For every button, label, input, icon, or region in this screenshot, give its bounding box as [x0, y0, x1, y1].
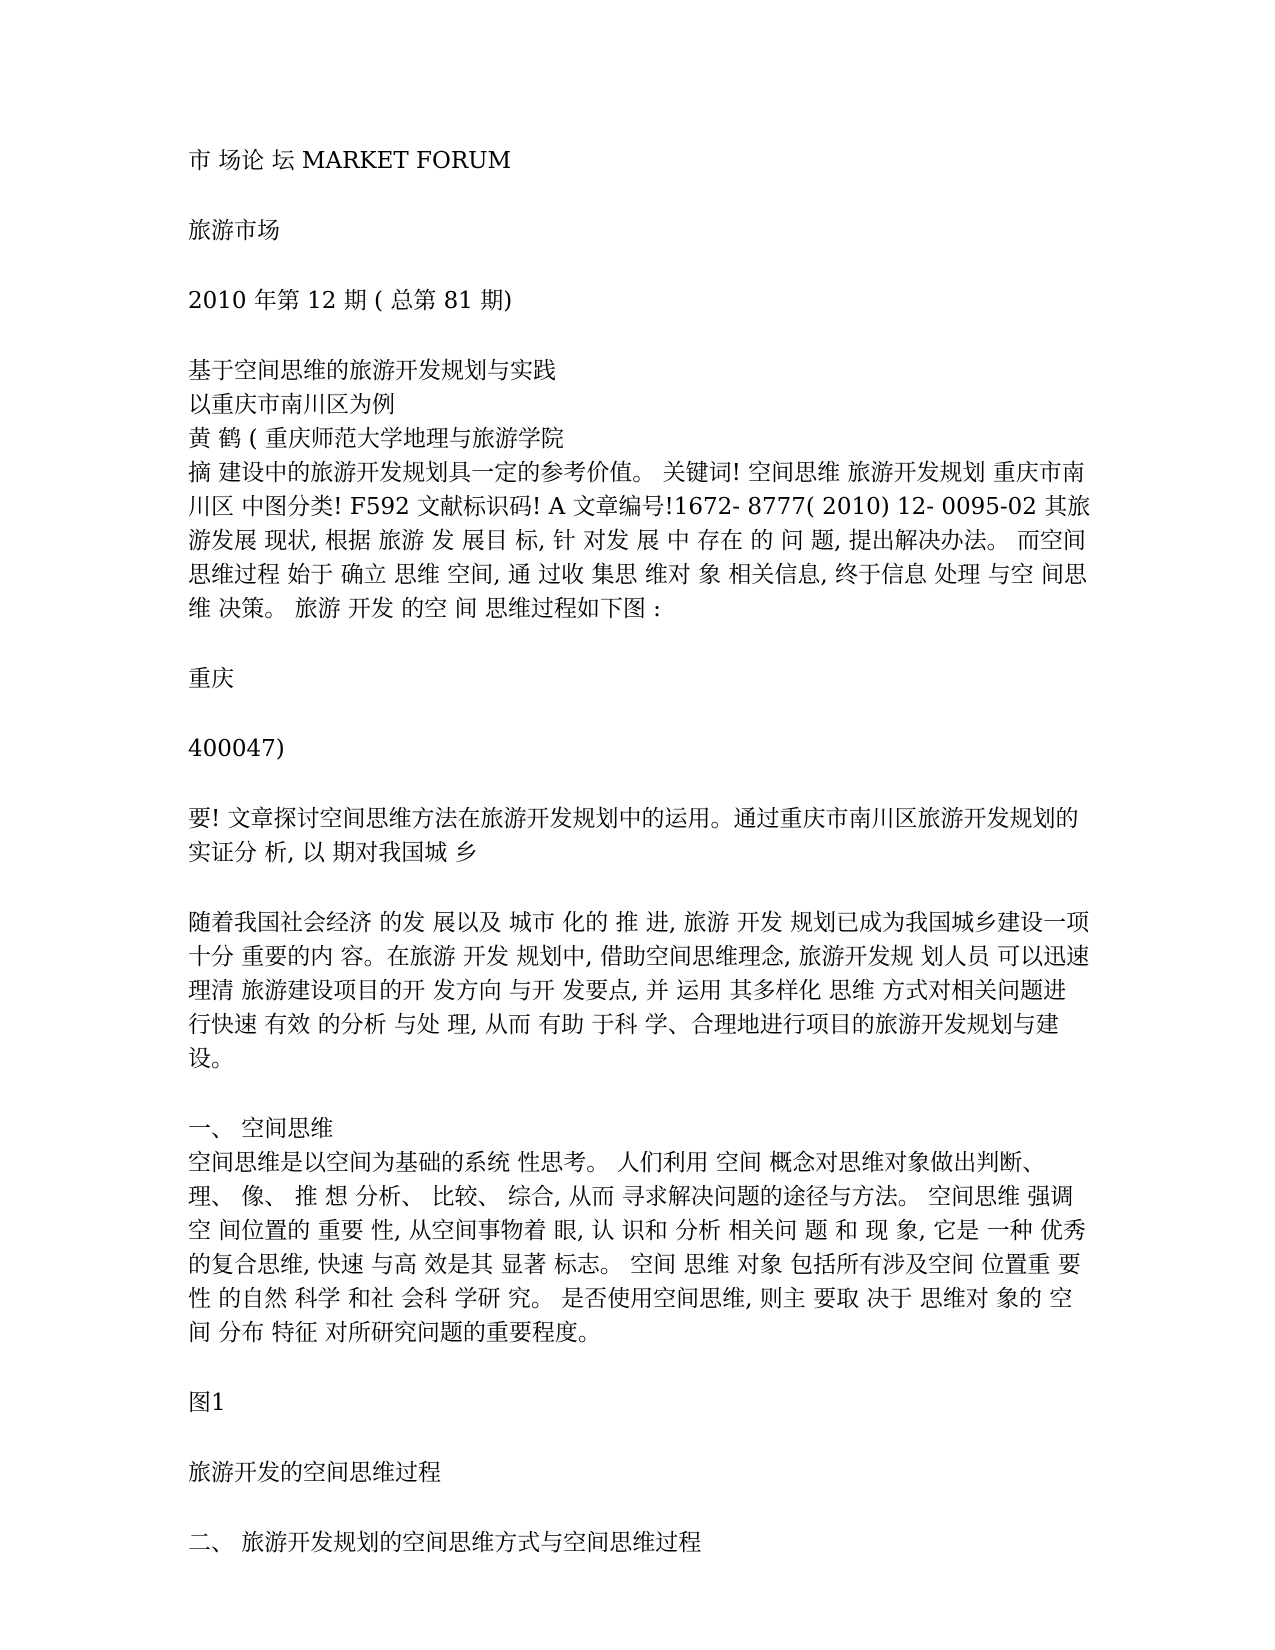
journal-forum-header: 市 场论 坛 MARKET FORUM: [188, 148, 512, 174]
article-subtitle: 以重庆市南川区为例: [188, 392, 395, 418]
page-content: [188, 144, 1093, 1560]
abstract-keywords-block: 摘 建设中的旅游开发规划具一定的参考价值。 关键词! 空间思维 旅游开发规划 重庆市南川区 中图分类! F592 文献标识码! A 文章编号!1672- 8777( 2010) 12- 0095-02 其旅游发展 现状, 根据 旅游 发 展目 标, 针 对发 展 中 存在 的 问 题, 提出解决办法。 而空间思维过程 始于 确立 思维 空间, 通 过收 集思 维对 象 相关信息, 终于信息 处理 与空 间思维 决策。 旅游 开发 的空 间 思维过程如下图 :: [188, 460, 1091, 622]
journal-section-label: 旅游市场: [188, 218, 280, 244]
city-label: 重庆: [188, 666, 234, 692]
article-title: 基于空间思维的旅游开发规划与实践: [188, 358, 556, 384]
section-2-heading: 二、 旅游开发规划的空间思维方式与空间思维过程: [188, 1530, 702, 1556]
introduction-paragraph: 随着我国社会经济 的发 展以及 城市 化的 推 进, 旅游 开发 规划已成为我国城乡建设一项十分 重要的内 容。在旅游 开发 规划中, 借助空间思维理念, 旅游开发规 划人员 可以迅速 理清 旅游建设项目的开 发方向 与开 发要点, 并 运用 其多样化 思维 方式对相关问题进 行快速 有效 的分析 与处 理, 从而 有助 于科 学、合理地进行项目的旅游开发规划与建设。: [188, 910, 1090, 1072]
figure-label: 图1: [188, 1390, 226, 1416]
figure-caption: 旅游开发的空间思维过程: [188, 1460, 441, 1486]
author-affiliation: 黄 鹤 ( 重庆师范大学地理与旅游学院: [188, 426, 564, 452]
issue-info: 2010 年第 12 期 ( 总第 81 期): [188, 288, 513, 314]
section-1-body: 空间思维是以空间为基础的系统 性思考。 人们利用 空间 概念对思维对象做出判断、 理、 像、 推 想 分析、 比较、 综合, 从而 寻求解决问题的途径与方法。 空间思维 强调空 间位置的 重要 性, 从空间事物着 眼, 认 识和 分析 相关问 题 和 现 象, 它是 一种 优秀的复合思维, 快速 与高 效是其 显著 标志。 空间 思维 对象 包括所有涉及空间 位置重 要性 的自然 科学 和社 会科 学研 究。 是否使用空间思维, 则主 要取 决于 思维对 象的 空间 分布 特征 对所研究问题的重要程度。: [188, 1150, 1086, 1346]
postcode: 400047): [188, 736, 285, 762]
section-1-heading: 一、 空间思维: [188, 1116, 334, 1142]
abstract-summary: 要! 文章探讨空间思维方法在旅游开发规划中的运用。通过重庆市南川区旅游开发规划的实证分 析, 以 期对我国城 乡: [188, 806, 1079, 866]
